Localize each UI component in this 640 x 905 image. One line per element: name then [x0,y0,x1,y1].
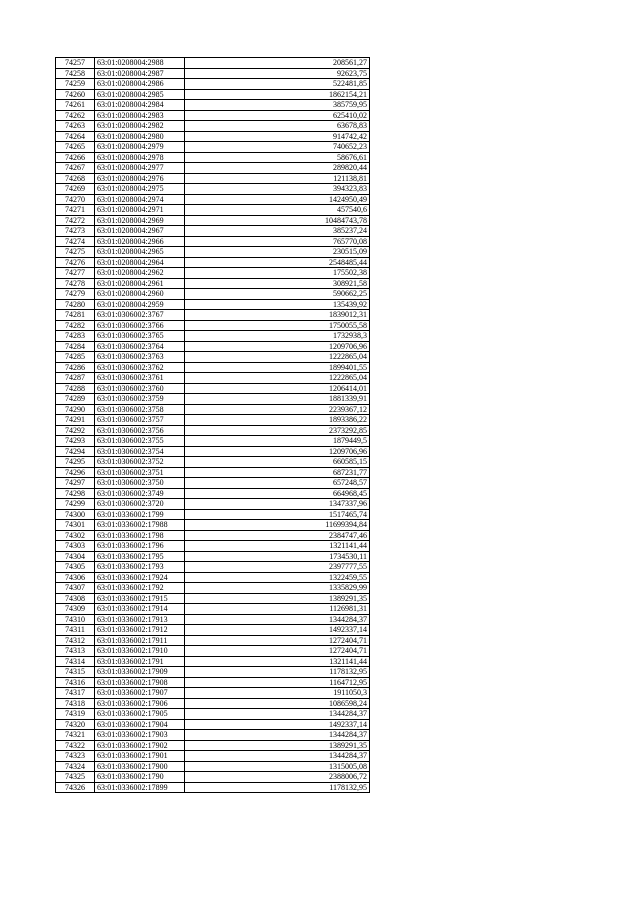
cadastral-number-cell: 63:01:0306002:3760 [95,383,185,394]
cadastral-number-cell: 63:01:0208004:2988 [95,58,185,69]
cadastral-number-cell: 63:01:0306002:3763 [95,352,185,363]
cadastral-value-cell: 740652,23 [185,142,370,153]
cadastral-value-cell: 765770,08 [185,236,370,247]
cadastral-number-cell: 63:01:0306002:3762 [95,362,185,373]
table-row [56,509,370,520]
row-number-cell: 74299 [56,499,95,510]
table-row [56,551,370,562]
cadastral-number-cell: 63:01:0306002:3767 [95,310,185,321]
cadastral-value-cell: 1321141,44 [185,541,370,552]
cadastral-number-cell: 63:01:0208004:2980 [95,131,185,142]
cadastral-number-cell: 63:01:0336002:17914 [95,604,185,615]
cadastral-number-cell: 63:01:0306002:3752 [95,457,185,468]
table-row [56,698,370,709]
row-number-cell: 74324 [56,761,95,772]
table-row [56,194,370,205]
cadastral-number-cell: 63:01:0336002:17924 [95,572,185,583]
cadastral-value-cell: 2397777,55 [185,562,370,573]
table-row [56,572,370,583]
row-number-cell: 74318 [56,698,95,709]
cadastral-value-cell: 92623,75 [185,68,370,79]
table-row [56,110,370,121]
table-row [56,730,370,741]
cadastral-value-cell: 1899401,55 [185,362,370,373]
row-number-cell: 74294 [56,446,95,457]
row-number-cell: 74257 [56,58,95,69]
cadastral-value-cell: 1347337,96 [185,499,370,510]
row-number-cell: 74259 [56,79,95,90]
cadastral-number-cell: 63:01:0208004:2979 [95,142,185,153]
row-number-cell: 74313 [56,646,95,657]
cadastral-number-cell: 63:01:0208004:2985 [95,89,185,100]
cadastral-value-cell: 1389291,35 [185,593,370,604]
row-number-cell: 74260 [56,89,95,100]
cadastral-value-cell: 1222865,04 [185,373,370,384]
row-number-cell: 74285 [56,352,95,363]
table-row [56,593,370,604]
cadastral-number-cell: 63:01:0336002:17899 [95,782,185,793]
cadastral-value-cell: 1315005,08 [185,761,370,772]
table-row [56,614,370,625]
row-number-cell: 74265 [56,142,95,153]
cadastral-value-cell: 1209706,96 [185,446,370,457]
row-number-cell: 74317 [56,688,95,699]
table-row [56,719,370,730]
row-number-cell: 74311 [56,625,95,636]
cadastral-number-cell: 63:01:0336002:1795 [95,551,185,562]
row-number-cell: 74269 [56,184,95,195]
cadastral-number-cell: 63:01:0208004:2984 [95,100,185,111]
cadastral-value-cell: 208561,27 [185,58,370,69]
table-row [56,257,370,268]
cadastral-value-cell: 1492337,14 [185,719,370,730]
cadastral-number-cell: 63:01:0306002:3751 [95,467,185,478]
cadastral-number-cell: 63:01:0336002:17913 [95,614,185,625]
row-number-cell: 74296 [56,467,95,478]
table-row [56,268,370,279]
cadastral-value-cell: 1734530,11 [185,551,370,562]
cadastral-number-cell: 63:01:0336002:17910 [95,646,185,657]
row-number-cell: 74284 [56,341,95,352]
cadastral-number-cell: 63:01:0336002:17909 [95,667,185,678]
cadastral-number-cell: 63:01:0306002:3750 [95,478,185,489]
cadastral-value-cell: 308921,58 [185,278,370,289]
cadastral-number-cell: 63:01:0336002:17908 [95,677,185,688]
row-number-cell: 74273 [56,226,95,237]
cadastral-value-cell: 1222865,04 [185,352,370,363]
table-row [56,709,370,720]
cadastral-value-cell: 1344284,37 [185,751,370,762]
row-number-cell: 74280 [56,299,95,310]
cadastral-number-cell: 63:01:0336002:17901 [95,751,185,762]
cadastral-value-cell: 1344284,37 [185,730,370,741]
table-row [56,541,370,552]
cadastral-value-cell: 2373292,85 [185,425,370,436]
cadastral-number-cell: 63:01:0336002:1791 [95,656,185,667]
cadastral-value-cell: 385237,24 [185,226,370,237]
table-row [56,173,370,184]
cadastral-value-cell: 230515,09 [185,247,370,258]
cadastral-value-cell: 385759,95 [185,100,370,111]
cadastral-number-cell: 63:01:0336002:1799 [95,509,185,520]
row-number-cell: 74281 [56,310,95,321]
cadastral-value-cell: 2548485,44 [185,257,370,268]
row-number-cell: 74279 [56,289,95,300]
row-number-cell: 74272 [56,215,95,226]
table-row [56,425,370,436]
cadastral-number-cell: 63:01:0306002:3759 [95,394,185,405]
row-number-cell: 74309 [56,604,95,615]
cadastral-value-cell: 121138,81 [185,173,370,184]
cadastral-number-cell: 63:01:0306002:3761 [95,373,185,384]
row-number-cell: 74320 [56,719,95,730]
cadastral-value-cell: 457540,6 [185,205,370,216]
cadastral-number-cell: 63:01:0208004:2959 [95,299,185,310]
row-number-cell: 74325 [56,772,95,783]
cadastral-value-cell: 11699394,84 [185,520,370,531]
cadastral-number-cell: 63:01:0208004:2974 [95,194,185,205]
table-row [56,772,370,783]
row-number-cell: 74297 [56,478,95,489]
cadastral-value-cell: 1272404,71 [185,646,370,657]
cadastral-number-cell: 63:01:0208004:2977 [95,163,185,174]
row-number-cell: 74282 [56,320,95,331]
cadastral-value-cell: 1750055,58 [185,320,370,331]
row-number-cell: 74264 [56,131,95,142]
row-number-cell: 74305 [56,562,95,573]
cadastral-value-cell: 914742,42 [185,131,370,142]
table-row [56,68,370,79]
cadastral-number-cell: 63:01:0306002:3766 [95,320,185,331]
cadastral-number-cell: 63:01:0208004:2978 [95,152,185,163]
cadastral-number-cell: 63:01:0208004:2962 [95,268,185,279]
table-row [56,436,370,447]
table-row [56,299,370,310]
cadastral-number-cell: 63:01:0336002:17900 [95,761,185,772]
row-number-cell: 74315 [56,667,95,678]
cadastral-number-cell: 63:01:0208004:2975 [95,184,185,195]
table-row [56,604,370,615]
table-row [56,278,370,289]
cadastral-number-cell: 63:01:0208004:2966 [95,236,185,247]
cadastral-value-cell: 1492337,14 [185,625,370,636]
cadastral-number-cell: 63:01:0336002:17912 [95,625,185,636]
cadastral-number-cell: 63:01:0336002:17906 [95,698,185,709]
row-number-cell: 74276 [56,257,95,268]
cadastral-number-cell: 63:01:0336002:17988 [95,520,185,531]
cadastral-value-cell: 590662,25 [185,289,370,300]
cadastral-value-cell: 1209706,96 [185,341,370,352]
row-number-cell: 74267 [56,163,95,174]
cadastral-number-cell: 63:01:0208004:2987 [95,68,185,79]
cadastral-value-cell: 135439,92 [185,299,370,310]
table-row [56,163,370,174]
table-row [56,226,370,237]
table-row [56,667,370,678]
cadastral-number-cell: 63:01:0208004:2964 [95,257,185,268]
row-number-cell: 74270 [56,194,95,205]
table-row [56,89,370,100]
cadastral-value-cell: 1893386,22 [185,415,370,426]
cadastral-value-cell: 1321141,44 [185,656,370,667]
cadastral-number-cell: 63:01:0208004:2965 [95,247,185,258]
table-row [56,205,370,216]
row-number-cell: 74316 [56,677,95,688]
cadastral-value-cell: 1517465,74 [185,509,370,520]
cadastral-value-cell: 1732938,3 [185,331,370,342]
cadastral-number-cell: 63:01:0208004:2969 [95,215,185,226]
row-number-cell: 74321 [56,730,95,741]
table-row [56,152,370,163]
row-number-cell: 74312 [56,635,95,646]
cadastral-number-cell: 63:01:0306002:3757 [95,415,185,426]
table-row [56,121,370,132]
row-number-cell: 74326 [56,782,95,793]
row-number-cell: 74262 [56,110,95,121]
cadastral-number-cell: 63:01:0306002:3755 [95,436,185,447]
table-row [56,215,370,226]
cadastral-value-cell: 1164712,95 [185,677,370,688]
cadastral-value-cell: 1881339,91 [185,394,370,405]
table-row [56,520,370,531]
table-row [56,236,370,247]
table-row [56,79,370,90]
row-number-cell: 74298 [56,488,95,499]
cadastral-number-cell: 63:01:0208004:2960 [95,289,185,300]
cadastral-value-cell: 1389291,35 [185,740,370,751]
cadastral-number-cell: 63:01:0208004:2961 [95,278,185,289]
cadastral-number-cell: 63:01:0208004:2971 [95,205,185,216]
row-number-cell: 74306 [56,572,95,583]
table-row [56,688,370,699]
cadastral-value-cell: 58676,61 [185,152,370,163]
table-row [56,583,370,594]
cadastral-value-cell: 1344284,37 [185,614,370,625]
row-number-cell: 74300 [56,509,95,520]
table-row [56,142,370,153]
row-number-cell: 74283 [56,331,95,342]
table-row [56,362,370,373]
cadastral-value-cell: 1911050,3 [185,688,370,699]
table-row [56,404,370,415]
cadastral-value-cell: 175502,38 [185,268,370,279]
cadastral-number-cell: 63:01:0306002:3754 [95,446,185,457]
row-number-cell: 74277 [56,268,95,279]
cadastral-number-cell: 63:01:0208004:2967 [95,226,185,237]
row-number-cell: 74307 [56,583,95,594]
cadastral-number-cell: 63:01:0336002:1798 [95,530,185,541]
row-number-cell: 74290 [56,404,95,415]
cadastral-value-cell: 1839012,31 [185,310,370,321]
cadastral-value-cell: 1086598,24 [185,698,370,709]
table-row [56,677,370,688]
cadastral-number-cell: 63:01:0208004:2983 [95,110,185,121]
row-number-cell: 74292 [56,425,95,436]
cadastral-value-cell: 625410,02 [185,110,370,121]
row-number-cell: 74314 [56,656,95,667]
table-row [56,740,370,751]
cadastral-number-cell: 63:01:0306002:3756 [95,425,185,436]
cadastral-number-cell: 63:01:0306002:3764 [95,341,185,352]
row-number-cell: 74286 [56,362,95,373]
cadastral-value-cell: 2384747,46 [185,530,370,541]
table-row [56,352,370,363]
cadastral-value-cell: 1879449,5 [185,436,370,447]
row-number-cell: 74263 [56,121,95,132]
cadastral-number-cell: 63:01:0336002:17907 [95,688,185,699]
cadastral-value-cell: 1424950,49 [185,194,370,205]
cadastral-number-cell: 63:01:0336002:1790 [95,772,185,783]
cadastral-number-cell: 63:01:0306002:3758 [95,404,185,415]
cadastral-value-table [55,57,370,793]
cadastral-number-cell: 63:01:0336002:17902 [95,740,185,751]
cadastral-number-cell: 63:01:0336002:1793 [95,562,185,573]
table-row [56,383,370,394]
table-row [56,457,370,468]
cadastral-value-cell: 664968,45 [185,488,370,499]
cadastral-value-cell: 1335829,99 [185,583,370,594]
table-row [56,247,370,258]
table-row [56,341,370,352]
row-number-cell: 74261 [56,100,95,111]
table-row [56,415,370,426]
table-row [56,289,370,300]
table-row [56,478,370,489]
row-number-cell: 74268 [56,173,95,184]
cadastral-value-cell: 1126981,31 [185,604,370,615]
row-number-cell: 74301 [56,520,95,531]
table-row [56,446,370,457]
table-row [56,373,370,384]
cadastral-number-cell: 63:01:0336002:17904 [95,719,185,730]
table-row [56,530,370,541]
row-number-cell: 74258 [56,68,95,79]
table-row [56,320,370,331]
table-row [56,635,370,646]
row-number-cell: 74295 [56,457,95,468]
cadastral-value-cell: 1178132,95 [185,667,370,678]
row-number-cell: 74304 [56,551,95,562]
table-row [56,100,370,111]
cadastral-number-cell: 63:01:0306002:3720 [95,499,185,510]
cadastral-number-cell: 63:01:0336002:17911 [95,635,185,646]
cadastral-value-cell: 1344284,37 [185,709,370,720]
cadastral-number-cell: 63:01:0336002:17905 [95,709,185,720]
cadastral-value-cell: 1322459,55 [185,572,370,583]
table-row [56,782,370,793]
cadastral-number-cell: 63:01:0336002:1792 [95,583,185,594]
table-row [56,331,370,342]
cadastral-number-cell: 63:01:0306002:3749 [95,488,185,499]
row-number-cell: 74293 [56,436,95,447]
table-row [56,310,370,321]
table-row [56,58,370,69]
cadastral-number-cell: 63:01:0336002:1796 [95,541,185,552]
table-row [56,184,370,195]
row-number-cell: 74274 [56,236,95,247]
table-row [56,751,370,762]
cadastral-number-cell: 63:01:0306002:3765 [95,331,185,342]
row-number-cell: 74308 [56,593,95,604]
row-number-cell: 74323 [56,751,95,762]
cadastral-value-cell: 10484743,78 [185,215,370,226]
cadastral-value-cell: 657248,57 [185,478,370,489]
row-number-cell: 74310 [56,614,95,625]
row-number-cell: 74275 [56,247,95,258]
cadastral-value-cell: 660585,15 [185,457,370,468]
table-body [56,58,370,793]
cadastral-value-cell: 1178132,95 [185,782,370,793]
cadastral-value-cell: 687231,77 [185,467,370,478]
table-row [56,656,370,667]
cadastral-number-cell: 63:01:0336002:17915 [95,593,185,604]
row-number-cell: 74271 [56,205,95,216]
table-row [56,625,370,636]
row-number-cell: 74266 [56,152,95,163]
row-number-cell: 74288 [56,383,95,394]
row-number-cell: 74278 [56,278,95,289]
table-row [56,562,370,573]
table-row [56,488,370,499]
row-number-cell: 74319 [56,709,95,720]
cadastral-value-cell: 522481,85 [185,79,370,90]
row-number-cell: 74287 [56,373,95,384]
table-row [56,467,370,478]
row-number-cell: 74303 [56,541,95,552]
table-row [56,394,370,405]
cadastral-value-cell: 289820,44 [185,163,370,174]
cadastral-value-cell: 2388006,72 [185,772,370,783]
cadastral-number-cell: 63:01:0336002:17903 [95,730,185,741]
row-number-cell: 74291 [56,415,95,426]
table-row [56,646,370,657]
cadastral-value-cell: 1862154,21 [185,89,370,100]
table-row [56,499,370,510]
cadastral-number-cell: 63:01:0208004:2982 [95,121,185,132]
cadastral-value-cell: 1206414,01 [185,383,370,394]
row-number-cell: 74302 [56,530,95,541]
row-number-cell: 74289 [56,394,95,405]
table-row [56,761,370,772]
row-number-cell: 74322 [56,740,95,751]
cadastral-number-cell: 63:01:0208004:2986 [95,79,185,90]
cadastral-value-cell: 1272404,71 [185,635,370,646]
cadastral-number-cell: 63:01:0208004:2976 [95,173,185,184]
cadastral-value-cell: 394323,83 [185,184,370,195]
cadastral-value-cell: 2239367,12 [185,404,370,415]
table-row [56,131,370,142]
cadastral-value-cell: 63678,83 [185,121,370,132]
